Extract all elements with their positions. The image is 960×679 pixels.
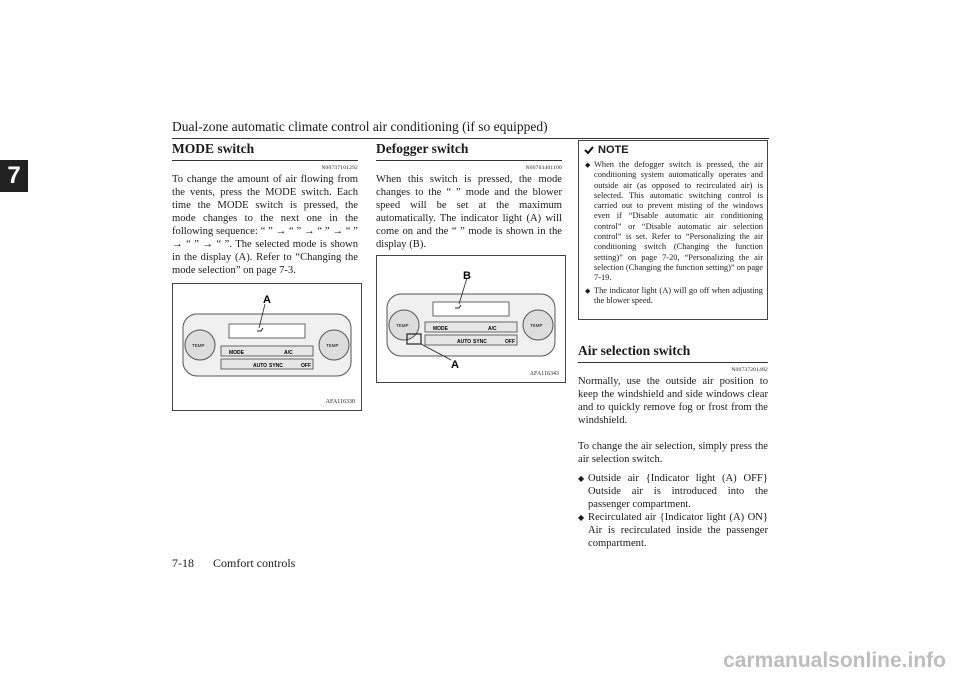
mode-switch-title: MODE switch	[172, 141, 255, 156]
air-selection-para2: To change the air selection, simply press the air selection switch.	[578, 441, 768, 465]
ac-label: A/C	[488, 326, 497, 332]
note-item: ◆ When the defogger switch is pressed, the air conditioning system automatically operates and outside air (as opposed to recirculated air) is selected. This automatic switching control is carried out to prevent misting of the windows even if “Disable automatic air conditioning control” or “Disable automatic air selection control” is set. Refer to “Personalizing the air conditioning switch (Changing the function setting)” on page 7-20, “Personalizing the air selection (Changing the function setting)” on page 7-19.	[585, 160, 763, 284]
temp-label-left: TEMP	[396, 323, 409, 328]
header-rule	[172, 138, 769, 139]
note-heading-text: NOTE	[598, 144, 629, 156]
mode-label: MODE	[433, 326, 448, 332]
callout-a: A	[451, 359, 459, 371]
mode-switch-body: To change the amount of air flowing from the vents, press the MODE switch. Each time the MODE switch is pressed, the mode changes to the next one in the following sequence: “ ” → “ ” → “ ” → “ ” → “ ” → “ ”. The selected mode is shown in the display (A). Refer to “Changing the mode selection” on page 7-3.	[172, 174, 358, 276]
bullet-item: ◆ Recirculated air {Indicator light (A) ON} Air is recirculated inside the passenger compartment.	[578, 511, 768, 550]
page-number: 7-18	[172, 556, 194, 570]
climate-panel-illustration	[377, 256, 565, 382]
section-rule	[578, 362, 768, 363]
section-rule	[172, 160, 358, 161]
figure-code: AFA116330	[325, 399, 355, 405]
note-check-icon	[583, 144, 595, 156]
sync-label: SYNC	[269, 363, 283, 369]
section-code: N00737201482	[731, 367, 768, 373]
temp-label-left: TEMP	[192, 343, 205, 348]
ac-label: A/C	[284, 350, 293, 356]
section-code: N00703401100	[525, 165, 562, 171]
defogger-switch-section	[376, 141, 562, 251]
chapter-tab: 7	[0, 160, 28, 192]
climate-panel-illustration	[173, 284, 361, 410]
defogger-switch-figure	[376, 255, 566, 383]
note-list	[585, 160, 763, 308]
air-selection-bullets	[578, 472, 768, 550]
callout-b: B	[463, 270, 471, 282]
off-label: OFF	[505, 339, 515, 345]
air-selection-section	[578, 343, 768, 550]
off-label: OFF	[301, 363, 311, 369]
figure-code: AFA116343	[529, 371, 559, 377]
mode-label: MODE	[229, 350, 244, 356]
auto-label: AUTO	[253, 363, 268, 369]
defogger-switch-title: Defogger switch	[376, 141, 469, 156]
note-box	[578, 140, 768, 320]
temp-label-right: TEMP	[530, 323, 543, 328]
mode-switch-section	[172, 141, 358, 277]
footer-section: Comfort controls	[213, 556, 296, 570]
defogger-switch-body: When this switch is pressed, the mode changes to the “ ” mode and the blower speed will be set at the maximum automatically. The indicator light (A) will come on and the “ ” mode is shown in the display (B).	[376, 174, 562, 250]
mode-switch-figure	[172, 283, 362, 411]
bullet-item: ◆ Outside air {Indicator light (A) OFF} Outside air is introduced into the passenger compartment.	[578, 472, 768, 511]
sync-label: SYNC	[473, 339, 487, 345]
note-heading	[583, 144, 629, 156]
note-item: ◆ The indicator light (A) will go off when adjusting the blower speed.	[585, 286, 763, 307]
callout-a: A	[263, 294, 271, 306]
temp-label-right: TEMP	[326, 343, 339, 348]
section-code: N00737101292	[321, 165, 358, 171]
air-selection-title: Air selection switch	[578, 343, 691, 358]
air-selection-para1: Normally, use the outside air position to keep the windshield and side windows clear and to quickly remove fog or frost from the windshield.	[578, 376, 768, 426]
section-rule	[376, 160, 562, 161]
page-header-title: Dual-zone automatic climate control air conditioning (if so equipped)	[172, 119, 548, 134]
watermark: carmanualsonline.info	[723, 649, 946, 672]
auto-label: AUTO	[457, 339, 472, 345]
